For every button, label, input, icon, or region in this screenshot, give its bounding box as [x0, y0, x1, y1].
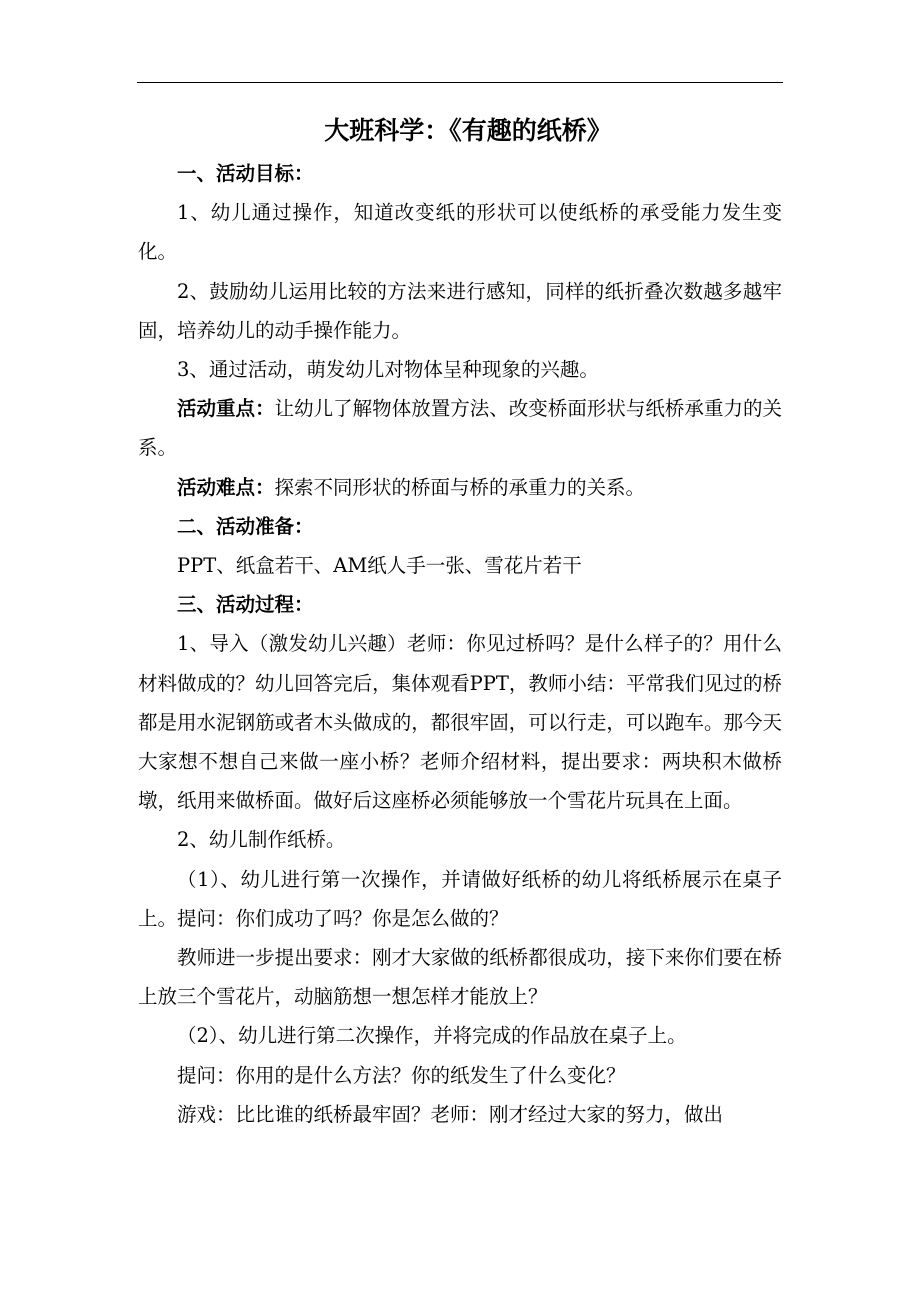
difficulty-paragraph [138, 468, 782, 507]
operation-1: （1）、幼儿进行第一次操作，并请做好纸桥的幼儿将纸桥展示在桌子上。提问：你们成功了吗？你是怎么做的？ [138, 867, 782, 930]
difficulty-text: 探索不同形状的桥面与桥的承重力的关系。 [274, 475, 646, 499]
document-title: 大班科学：《有趣的纸桥》 [324, 116, 612, 145]
materials-list: PPT、纸盒若干、AM纸人手一张、雪花片若干 [177, 554, 582, 578]
key-point-label: 活动重点： [177, 397, 275, 421]
section-heading-preparation: 二、活动准备： [177, 514, 314, 538]
question-paragraph: 提问：你用的是什么方法？你的纸发生了什么变化？ [177, 1063, 626, 1087]
goal-item-2: 2、鼓励幼儿运用比较的方法来进行感知，同样的纸折叠次数越多越牢固，培养幼儿的动手操作能力。 [138, 279, 782, 342]
game-paragraph: 游戏：比比谁的纸桥最牢固？老师：刚才经过大家的努力，做出 [177, 1102, 724, 1126]
header-rule [137, 82, 783, 83]
key-point-text: 让幼儿了解物体放置方法、改变桥面形状与纸桥承重力的关系。 [138, 397, 782, 460]
section-heading-process: 三、活动过程： [177, 593, 314, 617]
teacher-requirement: 教师进一步提出要求：刚才大家做的纸桥都很成功，接下来你们要在桥上放三个雪花片，动脑筋想一想怎样才能放上？ [138, 946, 782, 1009]
key-point-paragraph [138, 389, 782, 467]
operation-2: （2）、幼儿进行第二次操作，并将完成的作品放在桌子上。 [177, 1024, 687, 1048]
goal-item-3: 3、通过活动，萌发幼儿对物体呈种现象的兴趣。 [177, 358, 599, 382]
document-page [138, 112, 782, 1134]
difficulty-label: 活动难点： [177, 475, 275, 499]
process-step-1: 1、导入（激发幼儿兴趣）老师：你见过桥吗？是什么样子的？用什么材料做成的？幼儿回答完后，集体观看PPT，教师小结：平常我们见过的桥都是用水泥钢筋或者木头做成的，都很牢固，可以行走，可以跑车。那今天大家想不想自己来做一座小桥？老师介绍材料，提出要求：两块积木做桥墩，纸用来做桥面。做好后这座桥必须能够放一个雪花片玩具在上面。 [138, 632, 782, 813]
goal-item-1: 1、幼儿通过操作，知道改变纸的形状可以使纸桥的承受能力发生变化。 [138, 201, 782, 264]
process-step-2: 2、幼儿制作纸桥。 [177, 828, 346, 852]
section-heading-goals: 一、活动目标： [177, 162, 314, 185]
